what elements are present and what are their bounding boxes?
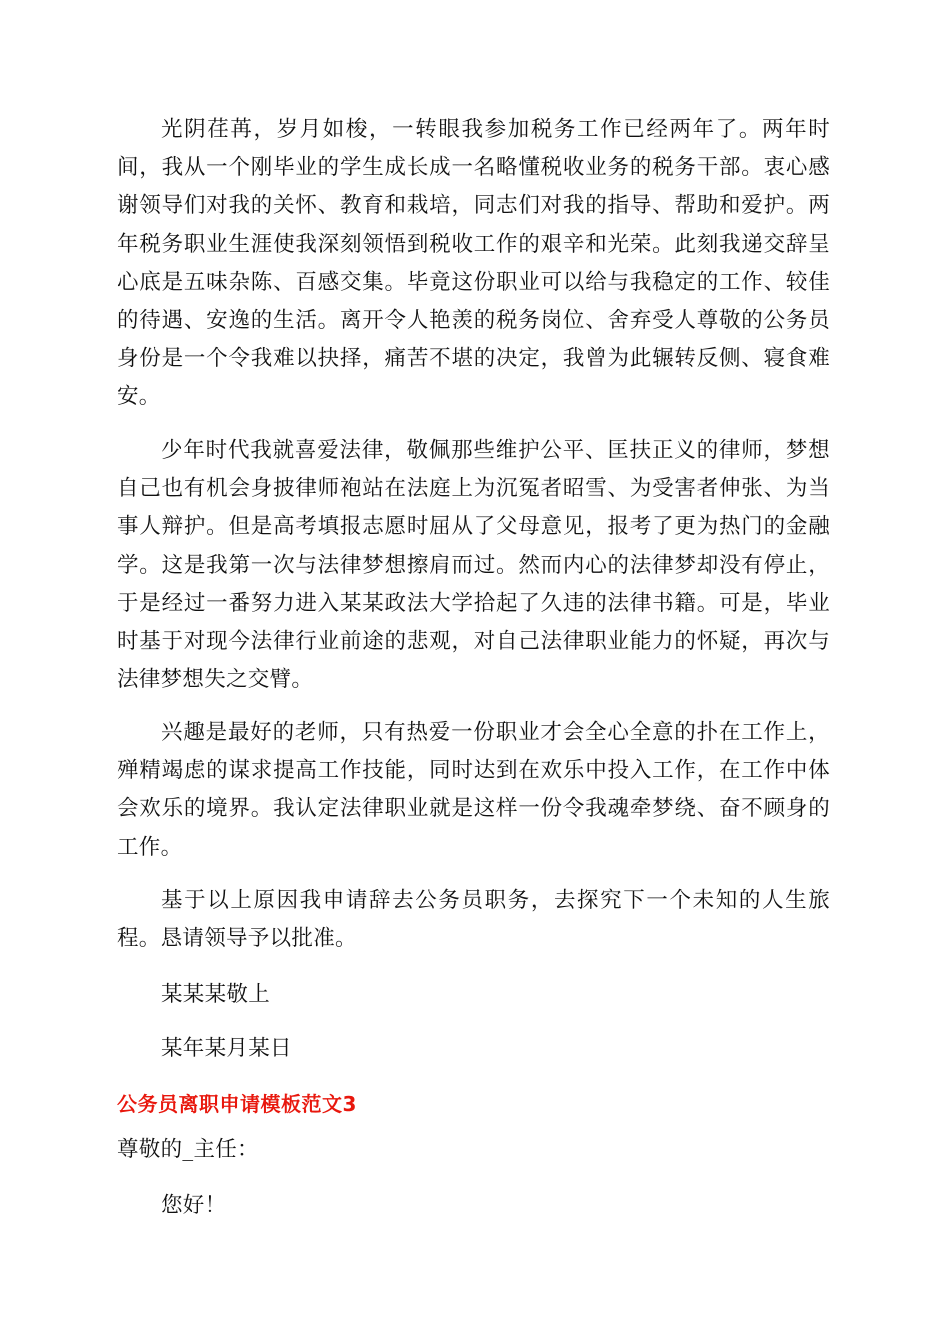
paragraph-3: 兴趣是最好的老师，只有热爱一份职业才会全心全意的扑在工作上，殚精竭虑的谋求提高工作技能，同时达到在欢乐中投入工作，在工作中体会欢乐的境界。我认定法律职业就是这样一份令我魂牵梦绕、奋不顾身的工作。 — [117, 720, 830, 860]
greeting: 您好！ — [161, 1193, 227, 1218]
paragraph-2: 少年时代我就喜爱法律，敬佩那些维护公平、匡扶正义的律师，梦想自己也有机会身披律师袍站在法庭上为沉冤者昭雪、为受害者伸张、为当事人辩护。但是高考填报志愿时屈从了父母意见，报考了更为热门的金融学。这是我第一次与法律梦想擦肩而过。然而内心的法律梦却没有停止，于是经过一番努力进入某某政法大学拾起了久违的法律书籍。可是，毕业时基于对现今法律行业前途的悲观，对自己法律职业能力的怀疑，再次与法律梦想失之交臂。 — [117, 438, 830, 693]
section-heading: 公务员离职申请模板范文3 — [117, 1092, 357, 1116]
paragraph-4: 基于以上原因我申请辞去公务员职务，去探究下一个未知的人生旅程。恳请领导予以批准。 — [117, 888, 830, 952]
date-line: 某年某月某日 — [161, 1036, 292, 1061]
paragraph-1: 光阴荏苒，岁月如梭，一转眼我参加税务工作已经两年了。两年时间，我从一个刚毕业的学生成长成一名略懂税收业务的税务干部。衷心感谢领导们对我的关怀、教育和栽培，同志们对我的指导、帮助和爱护。两年税务职业生涯使我深刻领悟到税收工作的艰辛和光荣。此刻我递交辞呈心底是五味杂陈、百感交集。毕竟这份职业可以给与我稳定的工作、较佳的待遇、安逸的生活。离开令人艳羡的税务岗位、舍弃受人尊敬的公务员身份是一个令我难以抉择，痛苦不堪的决定，我曾为此辗转反侧、寝食难安。 — [117, 117, 830, 410]
signature-line: 某某某敬上 — [161, 982, 271, 1007]
salutation: 尊敬的_主任： — [117, 1137, 259, 1162]
